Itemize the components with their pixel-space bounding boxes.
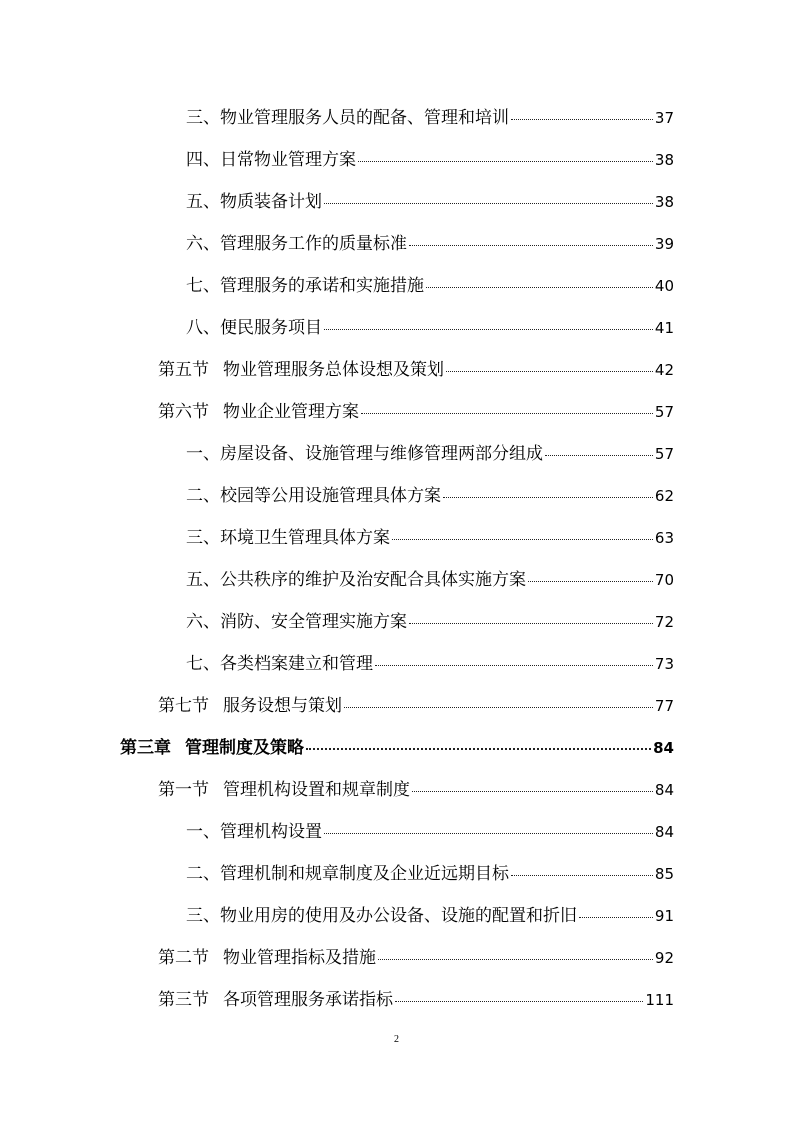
toc-entry-title: 二、校园等公用设施管理具体方案 [186, 486, 441, 506]
toc-entry-page: 73 [654, 655, 674, 673]
toc-leader-dots [344, 706, 653, 708]
toc-leader-dots [443, 496, 653, 498]
toc-entry-page: 63 [654, 529, 674, 547]
toc-section-name: 物业管理服务总体设想及策划 [223, 360, 444, 380]
toc-entry-title: 五、物质装备计划 [186, 192, 322, 212]
toc-entry-page: 84 [654, 781, 674, 799]
toc-leader-dots [511, 874, 653, 876]
toc-entry-title: 一、管理机构设置 [186, 822, 322, 842]
toc-entry [158, 400, 674, 424]
toc-section-label: 第五节 [158, 360, 209, 380]
toc-leader-dots [392, 538, 653, 540]
toc-entry [186, 820, 674, 844]
toc-chapter-entry [120, 736, 674, 760]
toc-entry-page: 41 [654, 319, 674, 337]
toc-entry [186, 106, 674, 130]
toc-leader-dots [545, 454, 653, 456]
toc-entry-title: 一、房屋设备、设施管理与维修管理两部分组成 [186, 444, 543, 464]
toc-leader-dots [306, 747, 651, 750]
toc-entry-title: 七、管理服务的承诺和实施措施 [186, 276, 424, 296]
toc-chapter-label: 第三章 [120, 738, 171, 758]
toc-entry-page: 84 [653, 739, 674, 757]
toc-entry-title [158, 778, 410, 802]
toc-leader-dots [361, 412, 653, 414]
toc-entry-page: 40 [654, 277, 674, 295]
toc-chapter-name: 管理制度及策略 [185, 738, 304, 758]
toc-leader-dots [375, 664, 653, 666]
toc-entry [186, 484, 674, 508]
toc-entry-title: 七、各类档案建立和管理 [186, 654, 373, 674]
toc-entry-title [158, 988, 393, 1012]
toc-entry-page: 84 [654, 823, 674, 841]
toc-entry-page: 39 [654, 235, 674, 253]
toc-leader-dots [409, 622, 653, 624]
toc-entry-title: 三、环境卫生管理具体方案 [186, 528, 390, 548]
toc-entry [186, 274, 674, 298]
toc-entry-title: 八、便民服务项目 [186, 318, 322, 338]
toc-entry [158, 358, 674, 382]
toc-entry [158, 694, 674, 718]
toc-leader-dots [378, 958, 653, 960]
toc-entry [186, 862, 674, 886]
toc-entry [158, 778, 674, 802]
toc-entry-title: 六、消防、安全管理实施方案 [186, 612, 407, 632]
toc-entry [186, 568, 674, 592]
toc-leader-dots [358, 160, 653, 162]
toc-entry-title: 六、管理服务工作的质量标准 [186, 234, 407, 254]
toc-entry-title: 五、公共秩序的维护及治安配合具体实施方案 [186, 570, 526, 590]
toc-entry-title [158, 400, 359, 424]
toc-leader-dots [412, 790, 653, 792]
toc-entry-page: 62 [654, 487, 674, 505]
toc-entry-page: 92 [654, 949, 674, 967]
toc-section-label: 第二节 [158, 948, 209, 968]
toc-section-label: 第七节 [158, 696, 209, 716]
toc-entry [186, 904, 674, 928]
toc-entry-page: 38 [654, 151, 674, 169]
toc-leader-dots [324, 202, 653, 204]
toc-entry [186, 232, 674, 256]
toc-entry-page: 91 [654, 907, 674, 925]
toc-entry-page: 42 [654, 361, 674, 379]
toc-entry-title [120, 736, 304, 760]
toc-section-name: 服务设想与策划 [223, 696, 342, 716]
toc-leader-dots [579, 916, 653, 918]
toc-leader-dots [409, 244, 653, 246]
toc-entry-page: 57 [654, 445, 674, 463]
toc-entry-page: 111 [645, 991, 674, 1009]
toc-leader-dots [528, 580, 653, 582]
toc-leader-dots [324, 832, 653, 834]
toc-entry-title: 三、物业用房的使用及办公设备、设施的配置和折旧 [186, 906, 577, 926]
toc-entry [186, 190, 674, 214]
toc-leader-dots [426, 286, 653, 288]
toc-entry-page: 77 [654, 697, 674, 715]
toc-entry-title: 四、日常物业管理方案 [186, 150, 356, 170]
toc-leader-dots [324, 328, 653, 330]
toc-entry-page: 85 [654, 865, 674, 883]
toc-leader-dots [446, 370, 653, 372]
toc-section-name: 物业管理指标及措施 [223, 948, 376, 968]
toc-section-name: 物业企业管理方案 [223, 402, 359, 422]
toc-entry-page: 37 [654, 109, 674, 127]
toc-entry-title: 三、物业管理服务人员的配备、管理和培训 [186, 108, 509, 128]
toc-entry [186, 442, 674, 466]
toc-entry [186, 610, 674, 634]
toc-section-label: 第六节 [158, 402, 209, 422]
toc-entry-title [158, 694, 342, 718]
toc-section-name: 管理机构设置和规章制度 [223, 780, 410, 800]
toc-entry [186, 148, 674, 172]
toc-entry [186, 526, 674, 550]
toc-section-label: 第三节 [158, 990, 209, 1010]
toc-leader-dots [395, 1000, 643, 1002]
toc-leader-dots [511, 118, 653, 120]
toc-entry [186, 316, 674, 340]
page-number: 2 [394, 1034, 399, 1045]
toc-entry-title [158, 358, 444, 382]
toc-entry-page: 57 [654, 403, 674, 421]
toc-entry-title: 二、管理机制和规章制度及企业近远期目标 [186, 864, 509, 884]
toc-entry-page: 38 [654, 193, 674, 211]
toc-entry [158, 988, 674, 1012]
toc-entry-page: 72 [654, 613, 674, 631]
toc-entry-title [158, 946, 376, 970]
toc-section-label: 第一节 [158, 780, 209, 800]
toc-section-name: 各项管理服务承诺指标 [223, 990, 393, 1010]
toc-entry [186, 652, 674, 676]
toc-entry-page: 70 [654, 571, 674, 589]
toc-entry [158, 946, 674, 970]
